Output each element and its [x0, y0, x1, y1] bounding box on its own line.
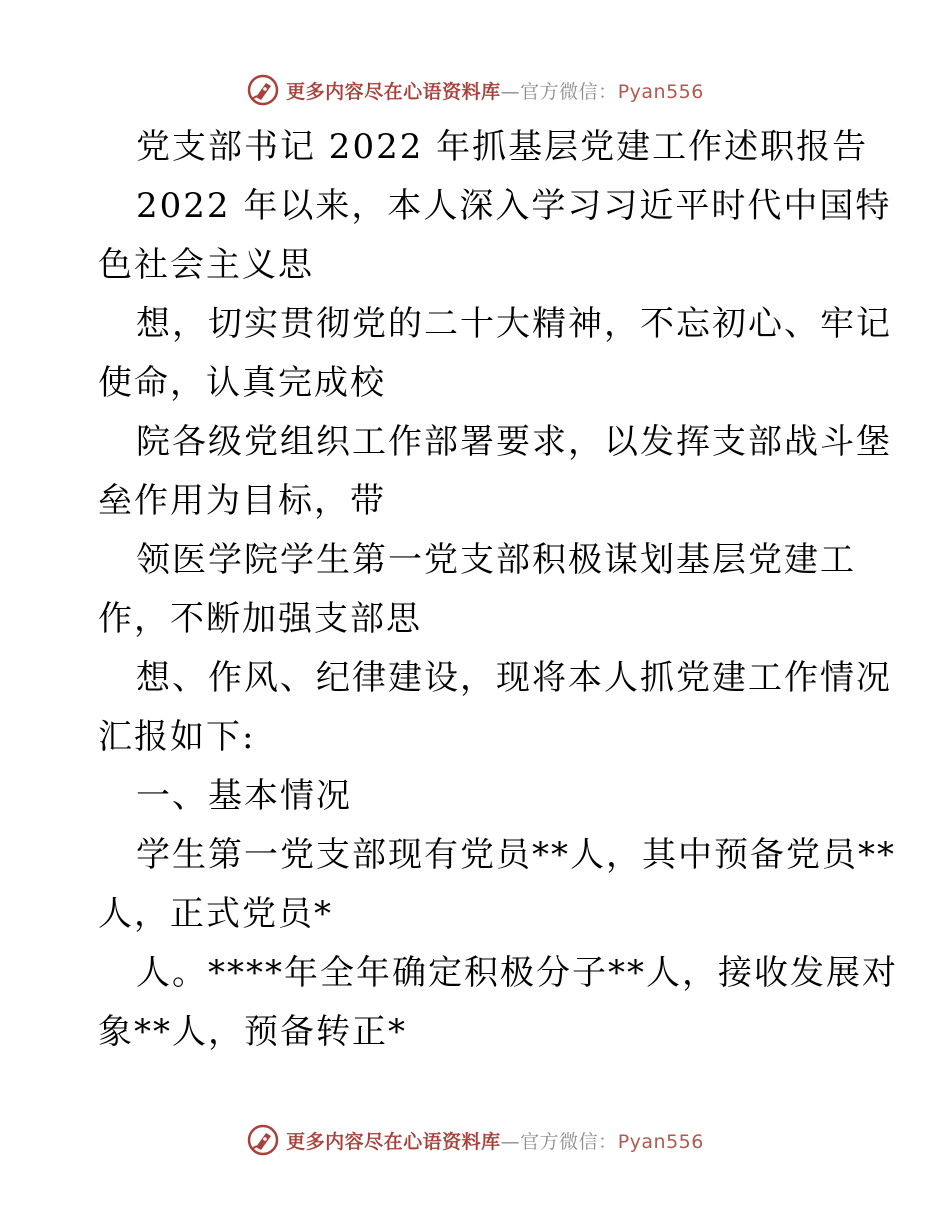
paragraph-line: 领医学院学生第一党支部积极谋划基层党建工	[136, 540, 856, 580]
watermark-dash: —	[500, 1130, 521, 1153]
paragraph-line: 2022 年以来，本人深入学习习近平时代中国特	[136, 186, 892, 226]
paragraph-line: 垒作用为目标，带	[98, 481, 386, 521]
paragraph-line: 想、作风、纪律建设，现将本人抓党建工作情况	[136, 658, 892, 698]
watermark-main: 更多内容尽在心语资料库	[286, 80, 501, 103]
paragraph-line: 汇报如下:	[98, 717, 256, 757]
watermark-dash: —	[500, 80, 521, 103]
pen-nib-logo-icon	[246, 73, 280, 107]
watermark-label: 官方微信：	[520, 1130, 618, 1153]
pen-nib-logo-icon	[246, 1123, 280, 1157]
paragraph-line: 色社会主义思	[98, 245, 314, 285]
watermark-text	[286, 1127, 704, 1154]
document-body	[98, 118, 898, 1062]
paragraph-line: 使命，认真完成校	[98, 363, 386, 403]
footer-watermark	[0, 1120, 950, 1160]
watermark-id: Pyan556	[617, 1130, 704, 1153]
paragraph-line: 想，切实贯彻党的二十大精神，不忘初心、牢记	[136, 304, 892, 344]
paragraph-line: 人，正式党员*	[98, 894, 333, 934]
watermark-main: 更多内容尽在心语资料库	[286, 1130, 501, 1153]
paragraph-line: 人。****年全年确定积极分子**人，接收发展对	[136, 953, 898, 993]
document-title: 党支部书记 2022 年抓基层党建工作述职报告	[136, 127, 869, 167]
watermark-text	[286, 77, 704, 104]
paragraph-line: 学生第一党支部现有党员**人，其中预备党员**	[136, 835, 896, 875]
watermark-id: Pyan556	[617, 80, 704, 103]
paragraph-line: 作，不断加强支部思	[98, 599, 422, 639]
paragraph-line: 象**人，预备转正*	[98, 1012, 407, 1052]
header-watermark	[0, 70, 950, 110]
watermark-label: 官方微信：	[520, 80, 618, 103]
section-heading: 一、基本情况	[136, 776, 352, 816]
paragraph-line: 院各级党组织工作部署要求，以发挥支部战斗堡	[136, 422, 892, 462]
